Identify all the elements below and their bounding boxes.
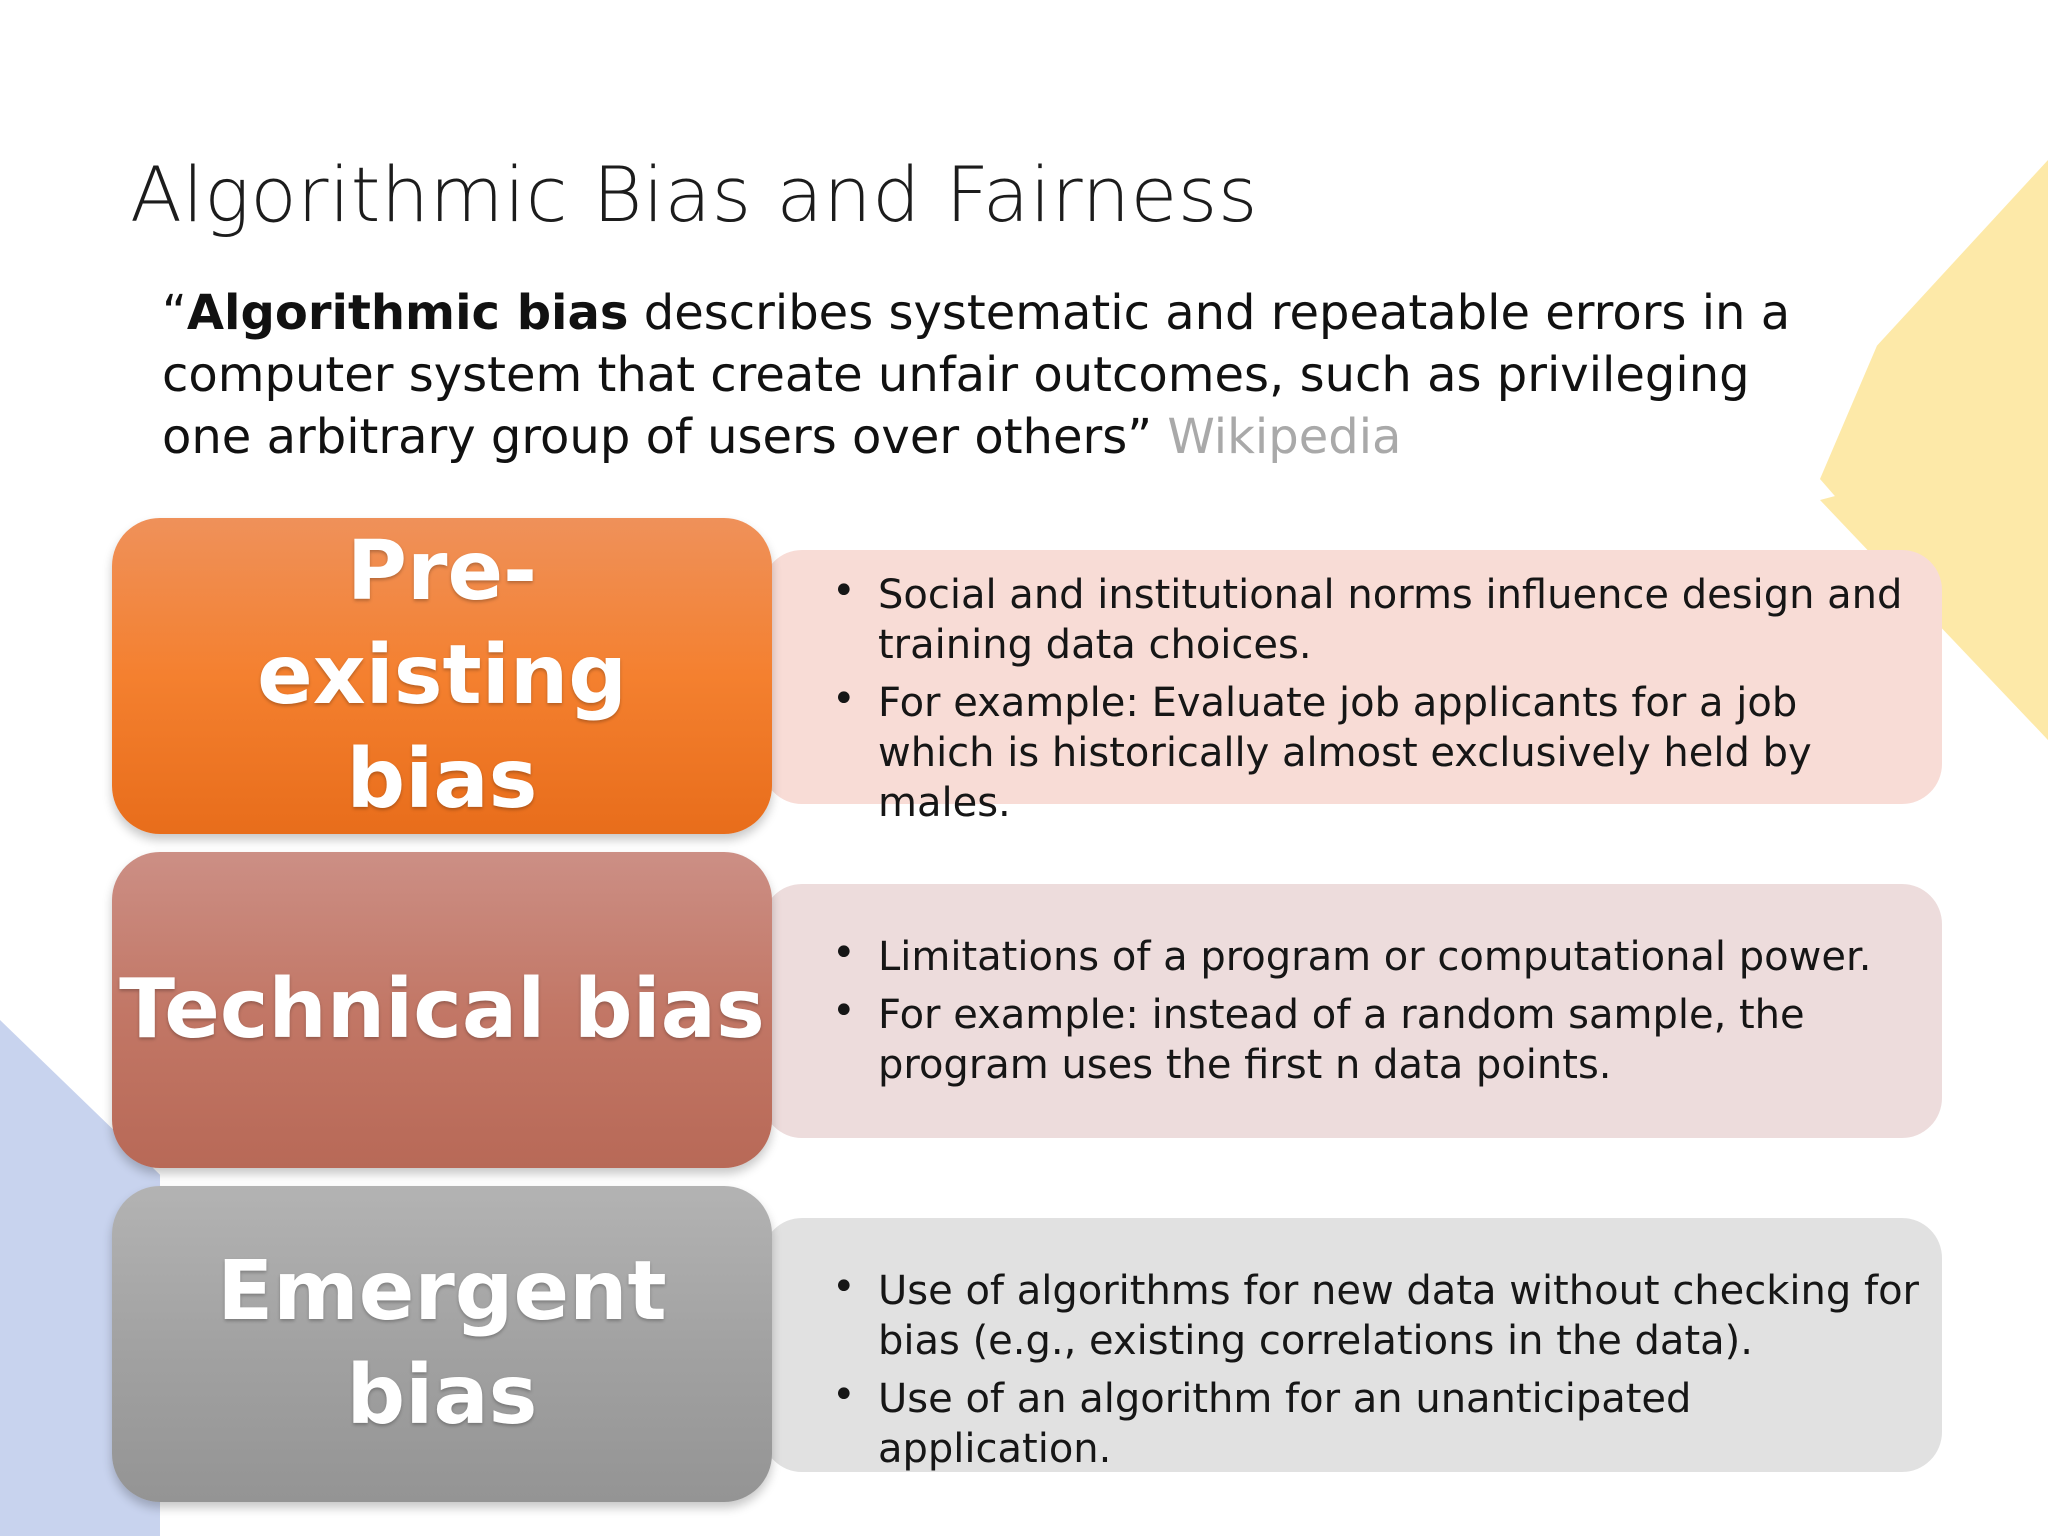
quote-text: describes systematic and repeatable errors in a computer system that create unfair outcomes, such as privileging one arbitrary group of users over others” [162,285,1791,465]
bias-label-technical [112,852,772,1168]
quote-bold-term: Algorithmic bias [186,285,629,341]
slide-title: Algorithmic Bias and Fairness [130,150,1258,239]
bias-label-pre-existing [112,518,772,834]
bias-row-technical [112,852,1942,1172]
quote-open-mark: “ [162,285,187,341]
bias-label-text: Technical bias [119,962,765,1057]
bias-label-emergent [112,1186,772,1502]
bias-label-text: Emergent bias [217,1244,667,1443]
bullet-item: • Use of an algorithm for an unanticipated application. [822,1374,1922,1474]
quote-source: Wikipedia [1152,409,1402,465]
bullet-list [822,932,1922,1098]
bias-label-text: Pre-existing bias [257,524,627,827]
bullet-item: • Use of algorithms for new data without checking for bias (e.g., existing correlations in the data). [822,1266,1922,1366]
bullet-item: • For example: Evaluate job applicants for a job which is historically almost exclusively held by males. [822,678,1922,828]
bullet-item: • For example: instead of a random sample, the program uses the first n data points. [822,990,1922,1090]
bullet-item: • Limitations of a program or computational power. [822,932,1922,982]
bias-row-pre-existing [112,518,1942,838]
bullet-item: • Social and institutional norms influence design and training data choices. [822,570,1922,670]
bullet-list [822,1266,1922,1482]
bias-row-emergent [112,1186,1942,1506]
definition-quote [162,282,1802,468]
bullet-list [822,570,1922,836]
